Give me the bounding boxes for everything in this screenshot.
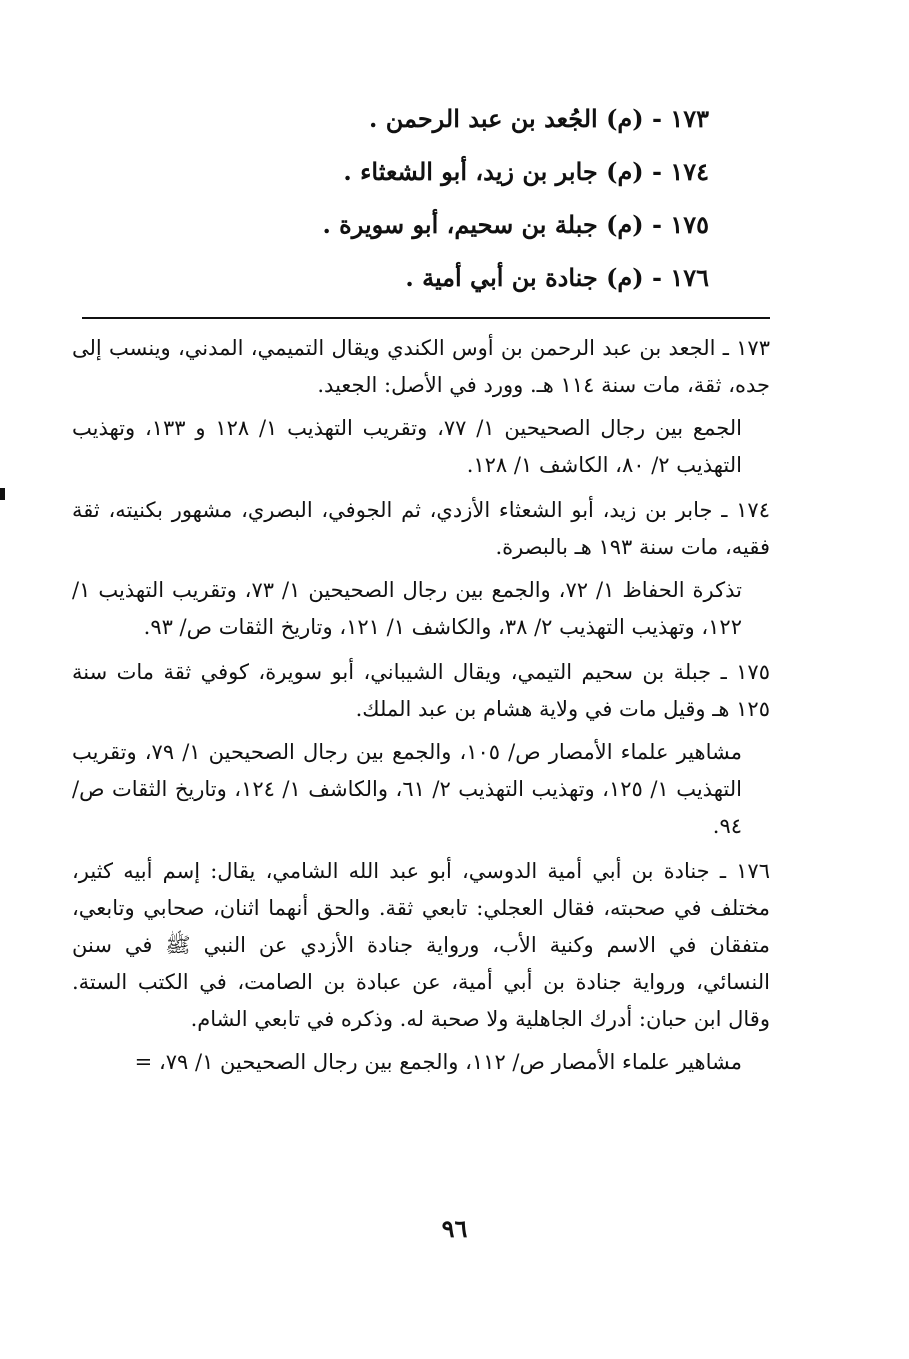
main-entry: ١٧٤ - (م) جابر بن زيد، أبو الشعثاء . [343,157,709,186]
footnote-sources: تذكرة الحفاظ ١/ ٧٢، والجمع بين رجال الصحيحين ١/ ٧٣، وتقريب التهذيب ١/ ١٢٢، وتهذيب التهذيب ٢/ ٣٨، والكاشف ١/ ١٢١، وتاريخ الثقات ص/ ٩٣. [72,578,742,639]
footnote-sources: مشاهير علماء الأمصار ص/ ١١٢، والجمع بين رجال الصحيحين ١/ ٧٩، = [134,1050,742,1074]
footnote-biography: ١٧٣ ـ الجعد بن عبد الرحمن بن أوس الكندي ويقال التميمي، المدني، وينسب إلى جده، ثقة، مات سنة ١١٤ هـ. وورد في الأصل: الجعيد. [72,336,770,397]
main-entry: ١٧٥ - (م) جبلة بن سحيم، أبو سويرة . [322,210,709,239]
scan-edge-mark [0,488,5,500]
main-entry: ١٧٦ - (م) جنادة بن أبي أمية . [405,263,709,292]
page-number: ٩٦ [441,1214,468,1243]
footnote-divider [82,317,770,319]
footnote-biography: ١٧٥ ـ جبلة بن سحيم التيمي، ويقال الشيباني، أبو سويرة، كوفي ثقة مات سنة ١٢٥ هـ وقيل مات في ولاية هشام بن عبد الملك. [72,660,770,721]
footnote-biography: ١٧٤ ـ جابر بن زيد، أبو الشعثاء الأزدي، ثم الجوفي، البصري، مشهور بكنيته، ثقة فقيه، مات سنة ١٩٣ هـ بالبصرة. [72,498,770,559]
footnote-sources: الجمع بين رجال الصحيحين ١/ ٧٧، وتقريب التهذيب ١/ ١٢٨ و ١٣٣، وتهذيب التهذيب ٢/ ٨٠، الكاشف ١/ ١٢٨. [72,416,743,477]
main-entry: ١٧٣ - (م) الجُعد بن عبد الرحمن . [368,104,709,133]
footnote-biography: ١٧٦ ـ جنادة بن أبي أمية الدوسي، أبو عبد الله الشامي، يقال: إسم أبيه كثير، مختلف في صحبته، فقال العجلي: تابعي ثقة. والحق أنهما اثنان، صحابي وتابعي، متفقان في الاسم وكنية الأب، ورواية جنادة الأزدي عن النبي ﷺ في سنن النسائي، ورواية جنادة بن أبي أمية، عن عبادة بن الصامت، في الكتب الستة. وقال ابن حبان: أدرك الجاهلية ولا صحبة له. وذكره في تابعي الشام. [72,859,770,1031]
main-entries-list [189,92,709,304]
footnotes-section [72,330,770,1089]
footnote-sources: مشاهير علماء الأمصار ص/ ١٠٥، والجمع بين رجال الصحيحين ١/ ٧٩، وتقريب التهذيب ١/ ١٢٥، وتهذيب التهذيب ٢/ ٦١، والكاشف ١/ ١٢٤، وتاريخ الثقات ص/ ٩٤. [72,740,743,838]
